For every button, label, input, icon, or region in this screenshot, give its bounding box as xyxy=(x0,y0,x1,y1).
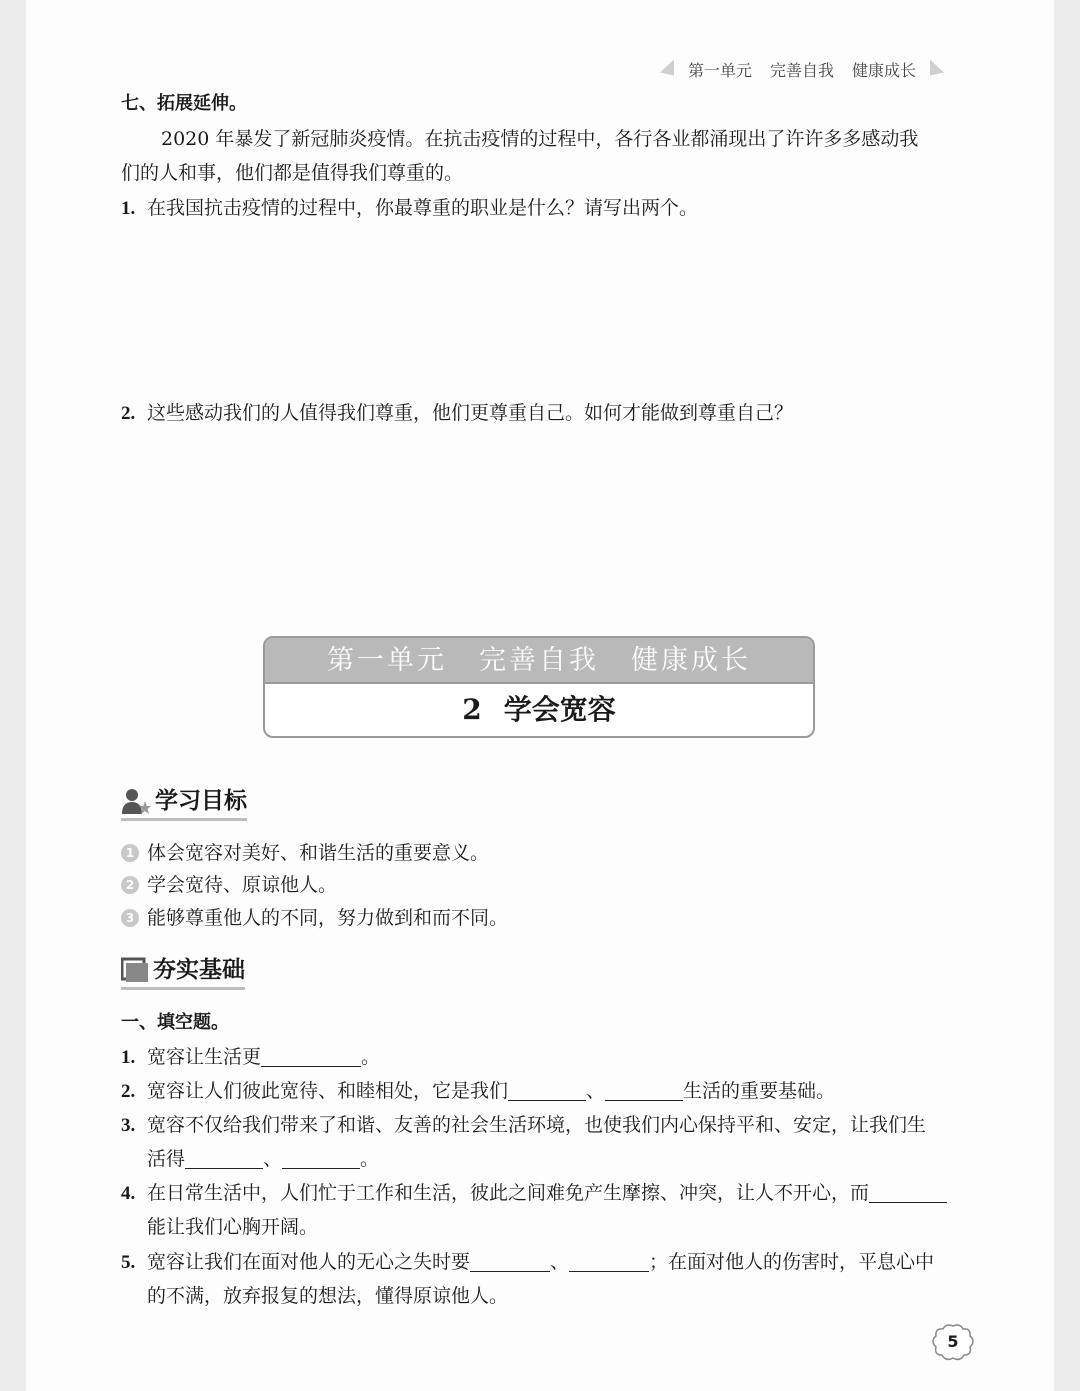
person-star-icon xyxy=(121,787,151,815)
question-number: 1. xyxy=(121,1047,136,1068)
question-text: 在日常生活中，人们忙于工作和生活，彼此之间难免产生摩擦、冲突，让人不开心，而 xyxy=(147,1182,870,1204)
answer-blank[interactable] xyxy=(470,1251,550,1272)
number-circle-icon: 2 xyxy=(121,876,139,894)
question-number: 2. xyxy=(121,403,136,424)
question-text: 这些感动我们的人值得我们尊重，他们更尊重自己。如何才能做到尊重自己？ xyxy=(147,402,794,424)
lesson-title: 学会宽容 xyxy=(503,693,616,726)
fill-question-1 xyxy=(121,1043,380,1072)
question-text: 生活的重要基础。 xyxy=(683,1080,836,1102)
fill-question-5-line2: 的不满，放弃报复的想法，懂得原谅他人。 xyxy=(147,1285,509,1307)
question-number: 4. xyxy=(121,1183,136,1204)
banner-title1: 完善自我 xyxy=(479,645,599,676)
running-header xyxy=(660,58,944,81)
header-unit: 第一单元 xyxy=(687,61,752,80)
answer-blank[interactable] xyxy=(508,1080,586,1101)
question-number: 1. xyxy=(121,198,136,219)
number-circle-icon: 3 xyxy=(121,909,139,927)
question-text: 、 xyxy=(586,1080,606,1102)
fill-question-3-line2 xyxy=(147,1145,379,1173)
triangle-right-icon xyxy=(930,59,944,80)
question-text: 宽容让人们彼此宽待、和睦相处，它是我们 xyxy=(147,1080,509,1102)
question-text: 、 xyxy=(263,1148,283,1170)
question-text: 在我国抗击疫情的过程中，你最尊重的职业是什么？请写出两个。 xyxy=(147,197,699,219)
extension-question-2 xyxy=(121,399,793,428)
extension-intro-line2: 们的人和事，他们都是值得我们尊重的。 xyxy=(121,162,464,184)
lesson-number: 2 xyxy=(462,693,482,726)
fill-blank-heading: 一、填空题。 xyxy=(121,1012,229,1033)
question-text: 宽容不仅给我们带来了和谐、友善的社会生活环境，也使我们内心保持平和、安定，让我们生 xyxy=(147,1114,927,1136)
goal-item xyxy=(121,871,337,899)
banner-unit: 第一单元 xyxy=(327,645,447,676)
question-text: ；在面对他人的伤害时，平息心中 xyxy=(649,1251,935,1273)
goal-text: 学会宽待、原谅他人。 xyxy=(147,874,338,896)
extension-question-1 xyxy=(121,194,698,223)
header-title1: 完善自我 xyxy=(769,61,834,80)
number-circle-icon: 1 xyxy=(121,844,139,862)
question-number: 2. xyxy=(121,1081,136,1102)
answer-area-1[interactable] xyxy=(146,230,966,390)
book-icon xyxy=(121,957,149,983)
fill-question-3 xyxy=(121,1111,926,1140)
answer-blank[interactable] xyxy=(869,1182,947,1203)
goal-text: 体会宽容对美好、和谐生活的重要意义。 xyxy=(147,842,490,864)
header-title2: 健康成长 xyxy=(851,61,916,80)
answer-area-2[interactable] xyxy=(146,435,966,615)
banner-title2: 健康成长 xyxy=(631,645,751,676)
basics-heading-text: 夯实基础 xyxy=(153,957,245,983)
page-number-text: 5 xyxy=(947,1332,959,1351)
goal-item xyxy=(121,904,508,932)
question-number: 3. xyxy=(121,1115,136,1136)
answer-blank[interactable] xyxy=(282,1148,360,1169)
triangle-left-icon xyxy=(660,59,674,80)
answer-blank[interactable] xyxy=(569,1251,649,1272)
worksheet-page xyxy=(26,0,1054,1391)
goal-item xyxy=(121,839,489,867)
question-text: 、 xyxy=(550,1251,570,1273)
question-text: 。 xyxy=(361,1046,381,1068)
page-number xyxy=(930,1322,976,1362)
fill-question-5 xyxy=(121,1248,934,1277)
banner-lesson xyxy=(265,682,813,736)
question-number: 5. xyxy=(121,1252,136,1273)
basics-heading xyxy=(121,955,245,990)
extension-intro-line1: 2020 年暴发了新冠肺炎疫情。在抗击疫情的过程中，各行各业都涌现出了许许多多感动我 xyxy=(161,128,919,150)
fill-question-4 xyxy=(121,1179,947,1208)
goal-text: 能够尊重他人的不同，努力做到和而不同。 xyxy=(147,907,509,929)
goals-heading-text: 学习目标 xyxy=(155,788,247,814)
answer-blank[interactable] xyxy=(185,1148,263,1169)
banner-unit-title xyxy=(265,638,813,682)
fill-question-4-line2: 能让我们心胸开阔。 xyxy=(147,1216,319,1238)
extension-heading: 七、拓展延伸。 xyxy=(121,93,247,114)
answer-blank[interactable] xyxy=(605,1080,683,1101)
answer-blank[interactable] xyxy=(261,1046,361,1067)
fill-question-2 xyxy=(121,1077,835,1106)
goals-heading xyxy=(121,786,247,821)
question-text: 。 xyxy=(360,1148,380,1170)
question-text: 宽容让我们在面对他人的无心之失时要 xyxy=(147,1251,471,1273)
question-text: 宽容让生活更 xyxy=(147,1046,262,1068)
chapter-banner xyxy=(263,636,815,738)
question-text: 活得 xyxy=(147,1148,186,1170)
